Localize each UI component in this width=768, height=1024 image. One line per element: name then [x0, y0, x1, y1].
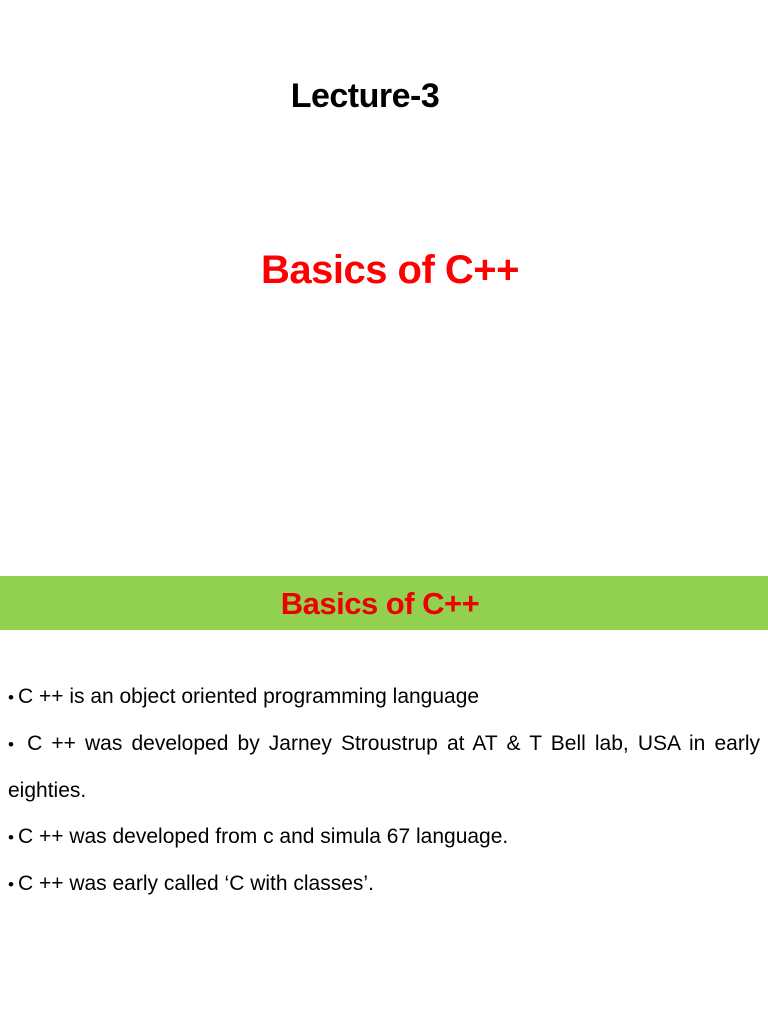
content-slide — [0, 576, 768, 1024]
bullet-text: C ++ was developed from c and simula 67 language. — [17, 825, 509, 848]
header-band — [0, 576, 768, 630]
bullet-item — [8, 861, 760, 908]
bullet-item — [8, 721, 760, 814]
slide-subtitle: Basics of C++ — [260, 248, 520, 292]
bullet-icon: • — [8, 735, 14, 754]
header-title: Basics of C++ — [280, 586, 480, 621]
lecture-title: Lecture-3 — [290, 77, 440, 115]
bullet-text: C ++ was early called ‘C with classes’. — [17, 872, 374, 895]
bullet-item — [8, 814, 760, 861]
bullet-item — [8, 674, 760, 721]
bullet-list — [8, 674, 760, 908]
bullet-text: C ++ was developed by Jarney Stroustrup at AT & T Bell lab, USA in early eighties. — [8, 732, 760, 802]
bullet-icon: • — [8, 875, 14, 894]
bullet-text: C ++ is an object oriented programming language — [17, 685, 480, 708]
bullet-icon: • — [8, 688, 14, 707]
bullet-icon: • — [8, 828, 14, 847]
